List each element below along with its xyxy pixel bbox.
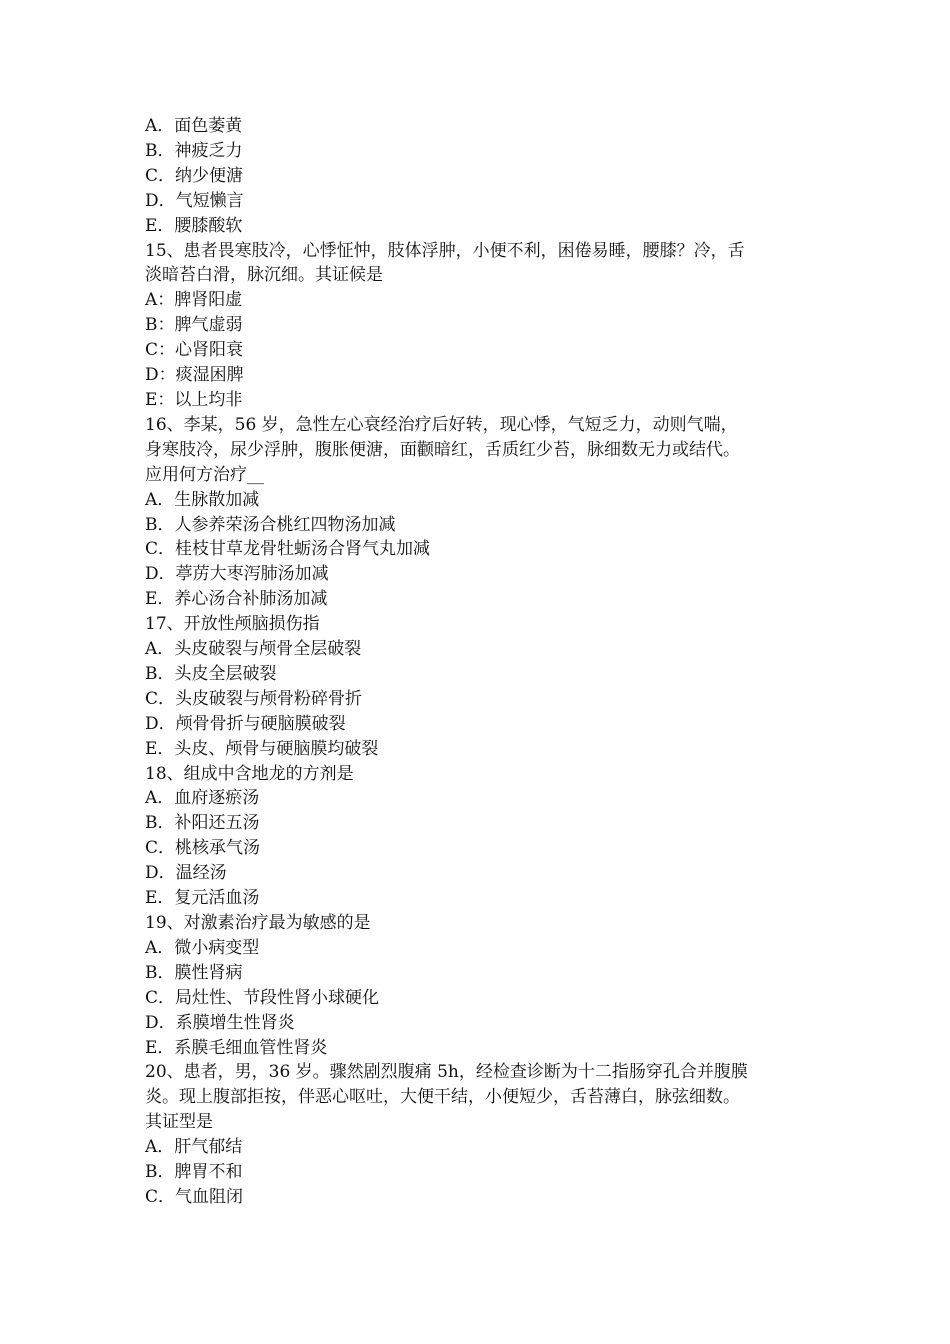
option-d: D．温经汤: [145, 863, 227, 884]
question-stem-line: 应用何方治疗__: [145, 464, 264, 485]
option-b: B．神疲乏力: [145, 140, 243, 161]
question-stem-line: 16、李某，56 岁，急性左心衰经治疗后好转，现心悸，气短乏力，动则气喘，: [145, 414, 738, 435]
option-c: C．纳少便溏: [145, 165, 244, 186]
exam-question-list: [145, 114, 810, 1210]
option-a: A．生脉散加减: [145, 489, 260, 510]
option-a: A．面色萎黄: [145, 116, 243, 136]
option-b: B．补阳还五汤: [145, 813, 260, 834]
option-b: B．人参养荣汤合桃红四物汤加减: [145, 514, 396, 535]
question-stem-line: 其证型是: [145, 1112, 213, 1133]
question-15: [145, 239, 810, 413]
option-b: B．头皮全层破裂: [145, 663, 277, 684]
question-stem-line: 17、开放性颅脑损伤指: [145, 614, 320, 635]
option-e: E．头皮、颅骨与硬脑膜均破裂: [145, 738, 379, 759]
question-19: [145, 911, 810, 1060]
option-e: E．系膜毛细血管性肾炎: [145, 1037, 328, 1058]
option-e: E．养心汤合补肺汤加减: [145, 589, 328, 610]
option-a: A．肝气郁结: [145, 1137, 243, 1158]
option-b: B．脾胃不和: [145, 1162, 243, 1183]
option-a: A．微小病变型: [145, 937, 260, 958]
question-stem-line: 19、对激素治疗最为敏感的是: [145, 913, 371, 933]
option-c: C．局灶性、节段性肾小球硬化: [145, 987, 380, 1008]
option-a: A．血府逐瘀汤: [145, 788, 260, 809]
question-20: [145, 1060, 810, 1209]
option-c: C．桂枝甘草龙骨牡蛎汤合肾气丸加减: [145, 539, 431, 560]
option-e: E．腰膝酸软: [145, 215, 243, 236]
question-stem-line: 18、组成中含地龙的方剂是: [145, 763, 354, 784]
option-e: E．复元活血汤: [145, 888, 260, 909]
question-stem-line: 20、患者，男，36 岁。骤然剧烈腹痛 5h，经检查诊断为十二指肠穿孔合并腹膜: [145, 1062, 748, 1083]
option-a: A：脾肾阳虚: [145, 290, 243, 311]
option-c: C：心肾阳衰: [145, 340, 244, 361]
option-d: D．气短懒言: [145, 190, 244, 211]
option-c: C．气血阻闭: [145, 1186, 244, 1207]
previous-question-options: [145, 114, 810, 239]
option-d: D．系膜增生性肾炎: [145, 1012, 295, 1033]
question-18: [145, 762, 810, 911]
option-c: C．桃核承气汤: [145, 838, 261, 859]
option-b: B．膜性肾病: [145, 962, 243, 983]
question-17: [145, 612, 810, 761]
option-a: A．头皮破裂与颅骨全层破裂: [145, 639, 362, 660]
option-e: E：以上均非: [145, 389, 243, 410]
option-d: D．颅骨骨折与硬脑膜破裂: [145, 713, 346, 734]
question-stem-line: 身寒肢冷，尿少浮肿，腹胀便溏，面颧暗红，舌质红少苔，脉细数无力或结代。: [145, 439, 740, 460]
option-c: C．头皮破裂与颅骨粉碎骨折: [145, 688, 363, 709]
question-16: [145, 413, 810, 612]
question-stem-line: 15、患者畏寒肢冷，心悸怔忡，肢体浮肿，小便不利，困倦易睡，腰膝？冷，舌: [145, 240, 745, 261]
option-b: B：脾气虚弱: [145, 315, 243, 336]
option-d: D：痰湿困脾: [145, 365, 244, 386]
question-stem-line: 淡暗苔白滑，脉沉细。其证候是: [145, 265, 383, 286]
option-d: D．葶苈大枣泻肺汤加减: [145, 564, 329, 585]
question-stem-line: 炎。现上腹部拒按，伴恶心呕吐，大便干结，小便短少，舌苔薄白，脉弦细数。: [145, 1087, 740, 1108]
